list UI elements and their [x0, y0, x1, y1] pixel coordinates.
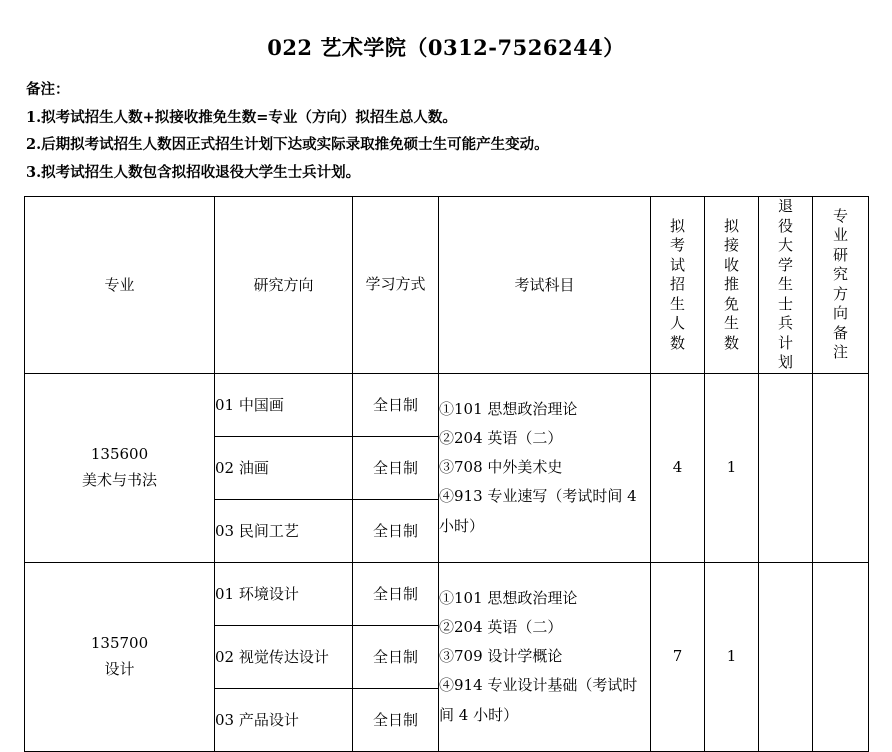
column-header-planned-exam-enrollment: 拟考试招生人数 — [651, 197, 705, 374]
cell-direction-1-2: 03 产品设计 — [215, 688, 353, 751]
major-code-0: 135600 — [90, 445, 149, 464]
cell-subjects-1 — [439, 562, 651, 751]
table-header-row — [25, 197, 869, 374]
cell-recommended-exempt-0: 1 — [705, 373, 759, 562]
cell-direction-0-0: 01 中国画 — [215, 373, 353, 436]
major-name-0: 美术与书法 — [81, 470, 157, 489]
major-name-1: 设计 — [104, 659, 135, 678]
cell-mode-1-2: 全日制 — [353, 688, 439, 751]
cell-direction-1-1: 02 视觉传达设计 — [215, 625, 353, 688]
cell-veteran-0 — [759, 373, 813, 562]
table-row — [25, 373, 869, 436]
cell-remark-1 — [813, 562, 869, 751]
page-title: 022 艺术学院（0312-7526244） — [267, 35, 625, 60]
major-code-1: 135700 — [90, 634, 149, 653]
subject-1-3: ③709 设计学概论 — [439, 647, 563, 666]
column-header-direction: 研究方向 — [215, 197, 353, 374]
cell-mode-0-0: 全日制 — [353, 373, 439, 436]
cell-exam-enrollment-1: 7 — [651, 562, 705, 751]
cell-exam-enrollment-0: 4 — [651, 373, 705, 562]
table-row — [25, 562, 869, 625]
subject-1-4: ④914 专业设计基础（考试时间 4 小时） — [439, 676, 638, 724]
notes-block — [24, 76, 868, 186]
cell-major-1 — [25, 562, 215, 751]
cell-direction-0-1: 02 油画 — [215, 436, 353, 499]
cell-mode-1-1: 全日制 — [353, 625, 439, 688]
subject-0-4: ④913 专业速写（考试时间 4 小时） — [439, 487, 637, 535]
cell-veteran-1 — [759, 562, 813, 751]
cell-remark-0 — [813, 373, 869, 562]
column-header-planned-recommended-exempt: 拟接收推免生数 — [705, 197, 759, 374]
enrollment-table — [24, 196, 869, 752]
cell-major-0 — [25, 373, 215, 562]
column-header-major: 专业 — [25, 197, 215, 374]
subject-1-1: ①101 思想政治理论 — [439, 588, 578, 607]
column-header-exam-subjects: 考试科目 — [439, 197, 651, 374]
cell-subjects-0 — [439, 373, 651, 562]
note-item-1: 1.拟考试招生人数+拟接收推免生数=专业（方向）拟招生总人数。 — [26, 108, 457, 126]
column-header-veteran-plan: 退役大学生士兵计划 — [759, 197, 813, 374]
cell-mode-0-2: 全日制 — [353, 499, 439, 562]
subject-0-1: ①101 思想政治理论 — [439, 399, 578, 418]
notes-heading: 备注： — [26, 81, 70, 98]
cell-mode-0-1: 全日制 — [353, 436, 439, 499]
note-item-2: 2.后期拟考试招生人数因正式招生计划下达或实际录取推免硕士生可能产生变动。 — [26, 136, 549, 154]
cell-mode-1-0: 全日制 — [353, 562, 439, 625]
column-header-study-mode: 学习方式 — [353, 197, 439, 374]
cell-direction-0-2: 03 民间工艺 — [215, 499, 353, 562]
column-header-remarks: 专业研究方向备注 — [813, 197, 869, 374]
note-item-3: 3.拟考试招生人数包含拟招收退役大学生士兵计划。 — [26, 163, 361, 181]
subject-0-2: ②204 英语（二） — [439, 428, 563, 447]
subject-0-3: ③708 中外美术史 — [439, 458, 563, 477]
cell-direction-1-0: 01 环境设计 — [215, 562, 353, 625]
cell-recommended-exempt-1: 1 — [705, 562, 759, 751]
subject-1-2: ②204 英语（二） — [439, 617, 563, 636]
